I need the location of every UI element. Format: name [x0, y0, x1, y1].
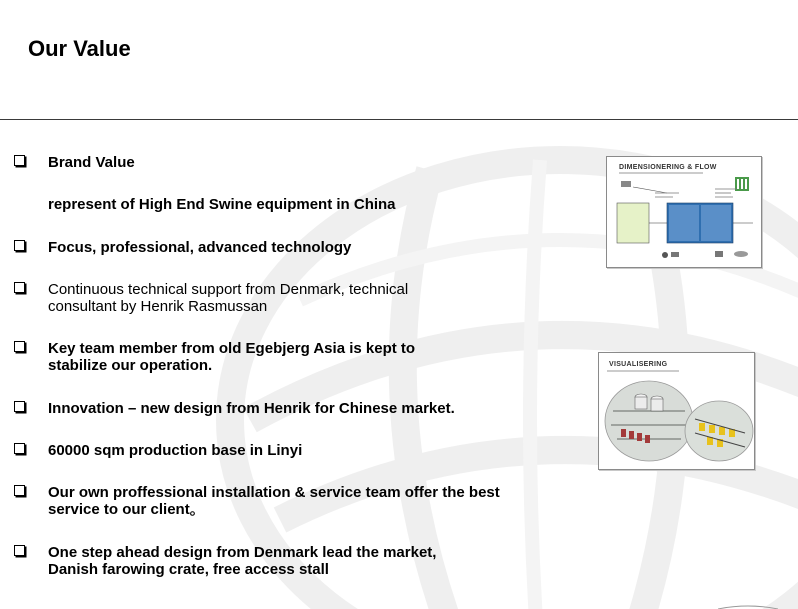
bullet-marker-icon — [14, 240, 25, 251]
slide-title: Our Value — [28, 36, 131, 61]
flow-diagram-icon — [607, 157, 761, 267]
bullet-marker-icon — [14, 485, 25, 496]
bullet-marker-icon — [14, 282, 25, 293]
bullet-innovation: Innovation – new design from Henrik for Chinese market. — [48, 400, 455, 417]
bullet-service-team: Our own proffessional installation & service team offer the best service to our client。 — [48, 484, 500, 518]
flow-diagram-figure — [606, 156, 762, 268]
bullet-marker-icon — [14, 401, 25, 412]
bullet-design: One step ahead design from Denmark lead the market, Danish farowing crate, free access stall — [48, 544, 437, 578]
bullet-technical-support: Continuous technical support from Denmark, technical consultant by Henrik Rasmussan — [48, 281, 409, 315]
bullet-marker-icon — [14, 545, 25, 556]
visualisation-label: VISUALISERING — [609, 361, 668, 368]
visualisation-figure — [598, 352, 755, 470]
bullet-focus: Focus, professional, advanced technology — [48, 239, 352, 256]
bullet-subtext-high-end: represent of High End Swine equipment in China — [48, 196, 396, 213]
bullet-brand-value: Brand Value — [48, 154, 135, 171]
flow-diagram-label: DIMENSIONERING & FLOW — [619, 164, 717, 171]
title-divider — [0, 119, 798, 120]
bullet-marker-icon — [14, 341, 25, 352]
bullet-marker-icon — [14, 155, 25, 166]
bullet-production-base: 60000 sqm production base in Linyi — [48, 442, 303, 459]
bullet-marker-icon — [14, 443, 25, 454]
bullet-key-team: Key team member from old Egebjerg Asia is kept to stabilize our operation. — [48, 340, 416, 374]
corner-logo-fragment-icon — [718, 603, 778, 609]
barn-visualisation-icon — [599, 353, 754, 469]
